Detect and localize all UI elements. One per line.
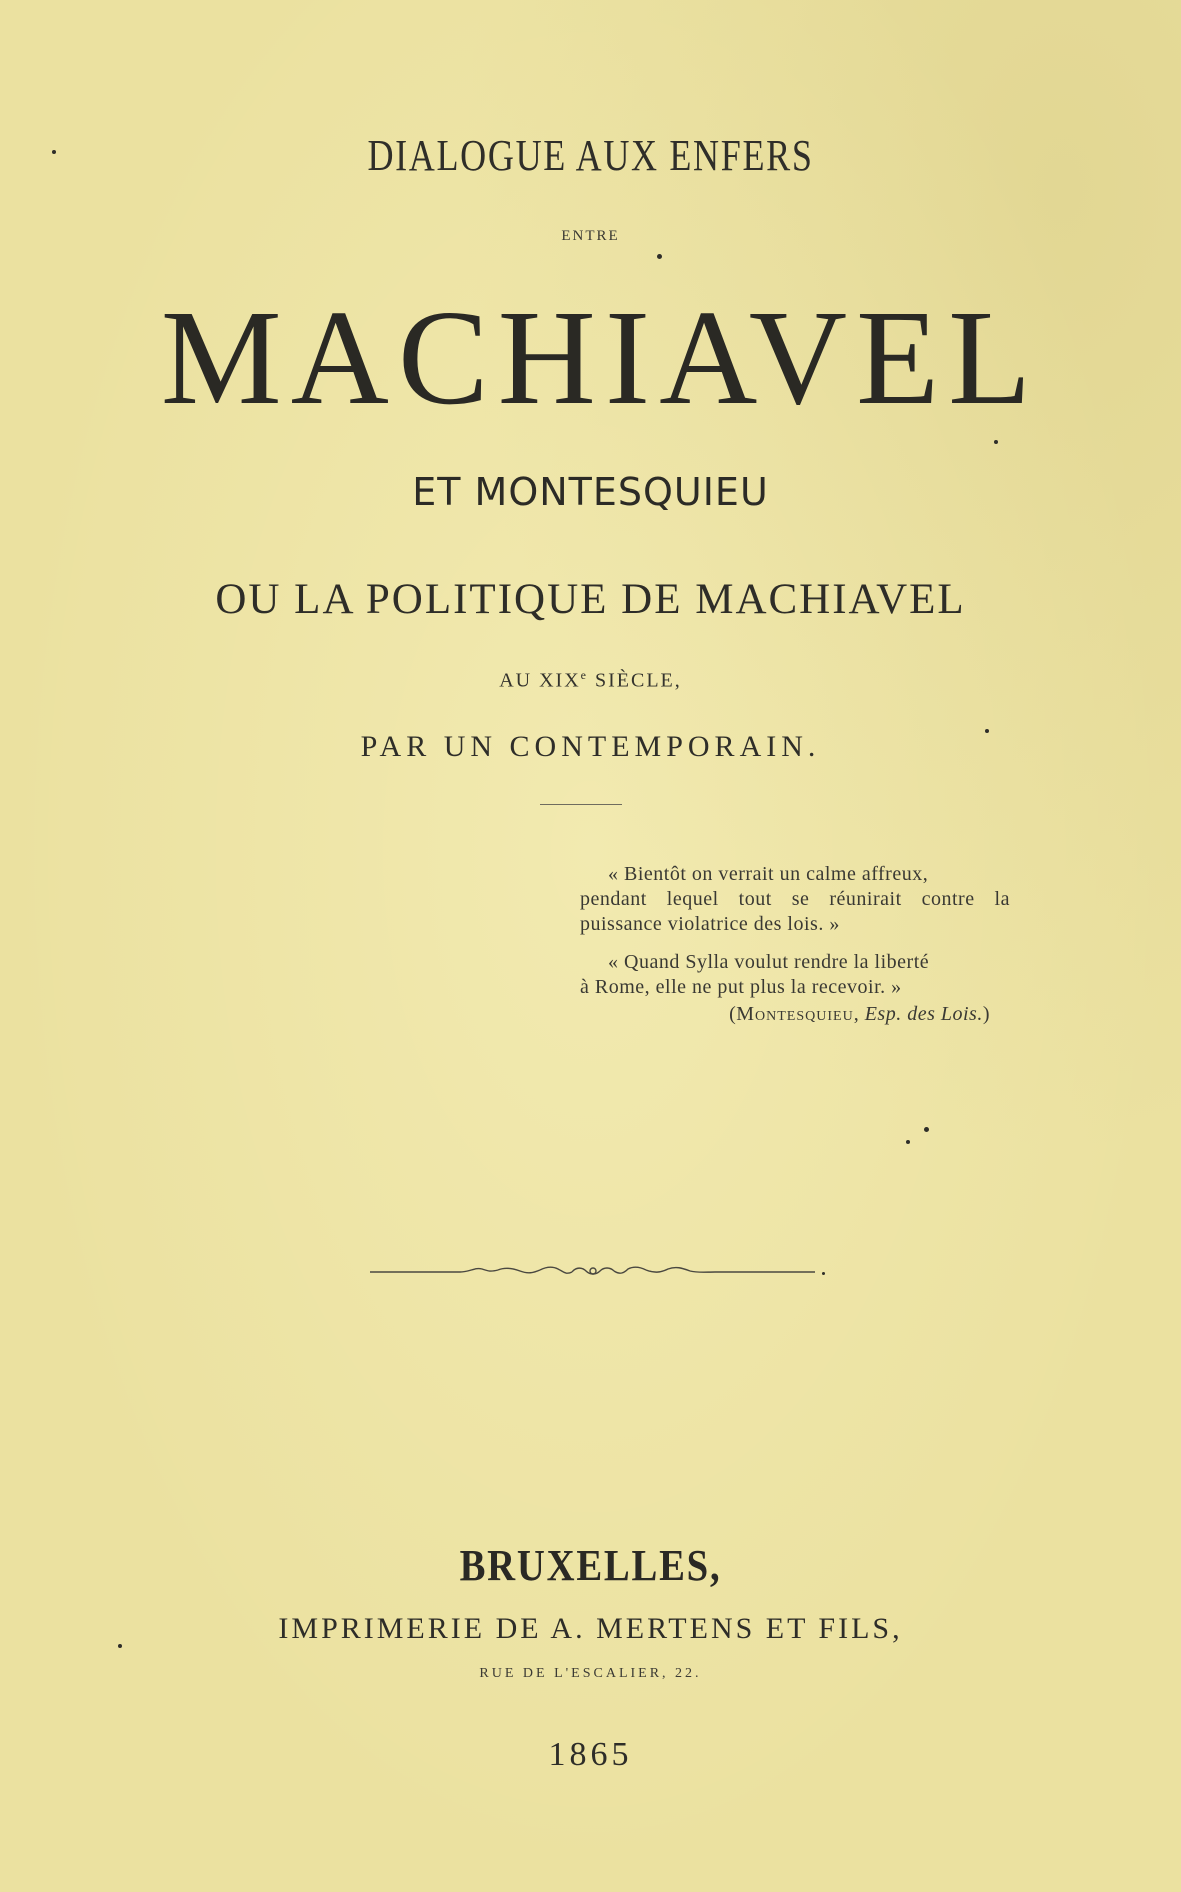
attribution-open-paren: ( bbox=[729, 1003, 737, 1025]
main-title-name: MACHIAVEL bbox=[160, 283, 1041, 433]
short-rule-divider bbox=[540, 804, 622, 805]
subtitle: OU LA POLITIQUE DE MACHIAVEL bbox=[215, 576, 966, 623]
ornamental-divider-icon bbox=[370, 1255, 815, 1285]
paper-speck bbox=[822, 1272, 825, 1275]
imprint-city: BRUXELLES, bbox=[459, 1541, 722, 1590]
paper-speck bbox=[657, 254, 662, 259]
paper-speck bbox=[906, 1140, 910, 1144]
publication-year: 1865 bbox=[548, 1736, 633, 1773]
quote-2-continuation: à Rome, elle ne put plus la recevoir. » bbox=[580, 976, 902, 998]
paper-speck bbox=[985, 729, 989, 733]
epigraph-quote-2 bbox=[580, 950, 1010, 1000]
second-name: ET MONTESQUIEU bbox=[412, 470, 769, 514]
quote-1-first-line: « Bientôt on verrait un calme affreux, bbox=[608, 863, 929, 885]
paper-speck bbox=[52, 150, 56, 154]
century-superscript: e bbox=[580, 668, 588, 682]
quote-1-continuation: pendant lequel tout se réunirait contre la puissance violatrice des lois. » bbox=[580, 888, 1010, 935]
attribution-separator: , bbox=[853, 1003, 865, 1025]
imprint-printer: IMPRIMERIE DE A. MERTENS ET FILS, bbox=[278, 1612, 903, 1645]
century-line bbox=[0, 668, 1181, 693]
epigraph-attribution bbox=[580, 1003, 990, 1026]
paper-speck bbox=[924, 1127, 929, 1132]
attribution-close-paren: ) bbox=[982, 1003, 990, 1025]
paper-speck bbox=[118, 1644, 122, 1648]
paper-speck bbox=[994, 440, 998, 444]
attribution-work: Esp. des Lois. bbox=[864, 1003, 983, 1025]
imprint-address: RUE DE L'ESCALIER, 22. bbox=[479, 1666, 702, 1681]
attribution-author: Montesquieu bbox=[736, 1003, 854, 1025]
century-suffix: SIÈCLE, bbox=[587, 669, 682, 692]
century-prefix: AU XIX bbox=[499, 669, 581, 692]
conjunction: ENTRE bbox=[561, 228, 620, 244]
heading: DIALOGUE AUX ENFERS bbox=[367, 131, 814, 180]
epigraph-quote-1 bbox=[580, 862, 1010, 937]
author-line: PAR UN CONTEMPORAIN. bbox=[360, 730, 821, 763]
quote-2-first-line: « Quand Sylla voulut rendre la liberté bbox=[608, 951, 930, 973]
